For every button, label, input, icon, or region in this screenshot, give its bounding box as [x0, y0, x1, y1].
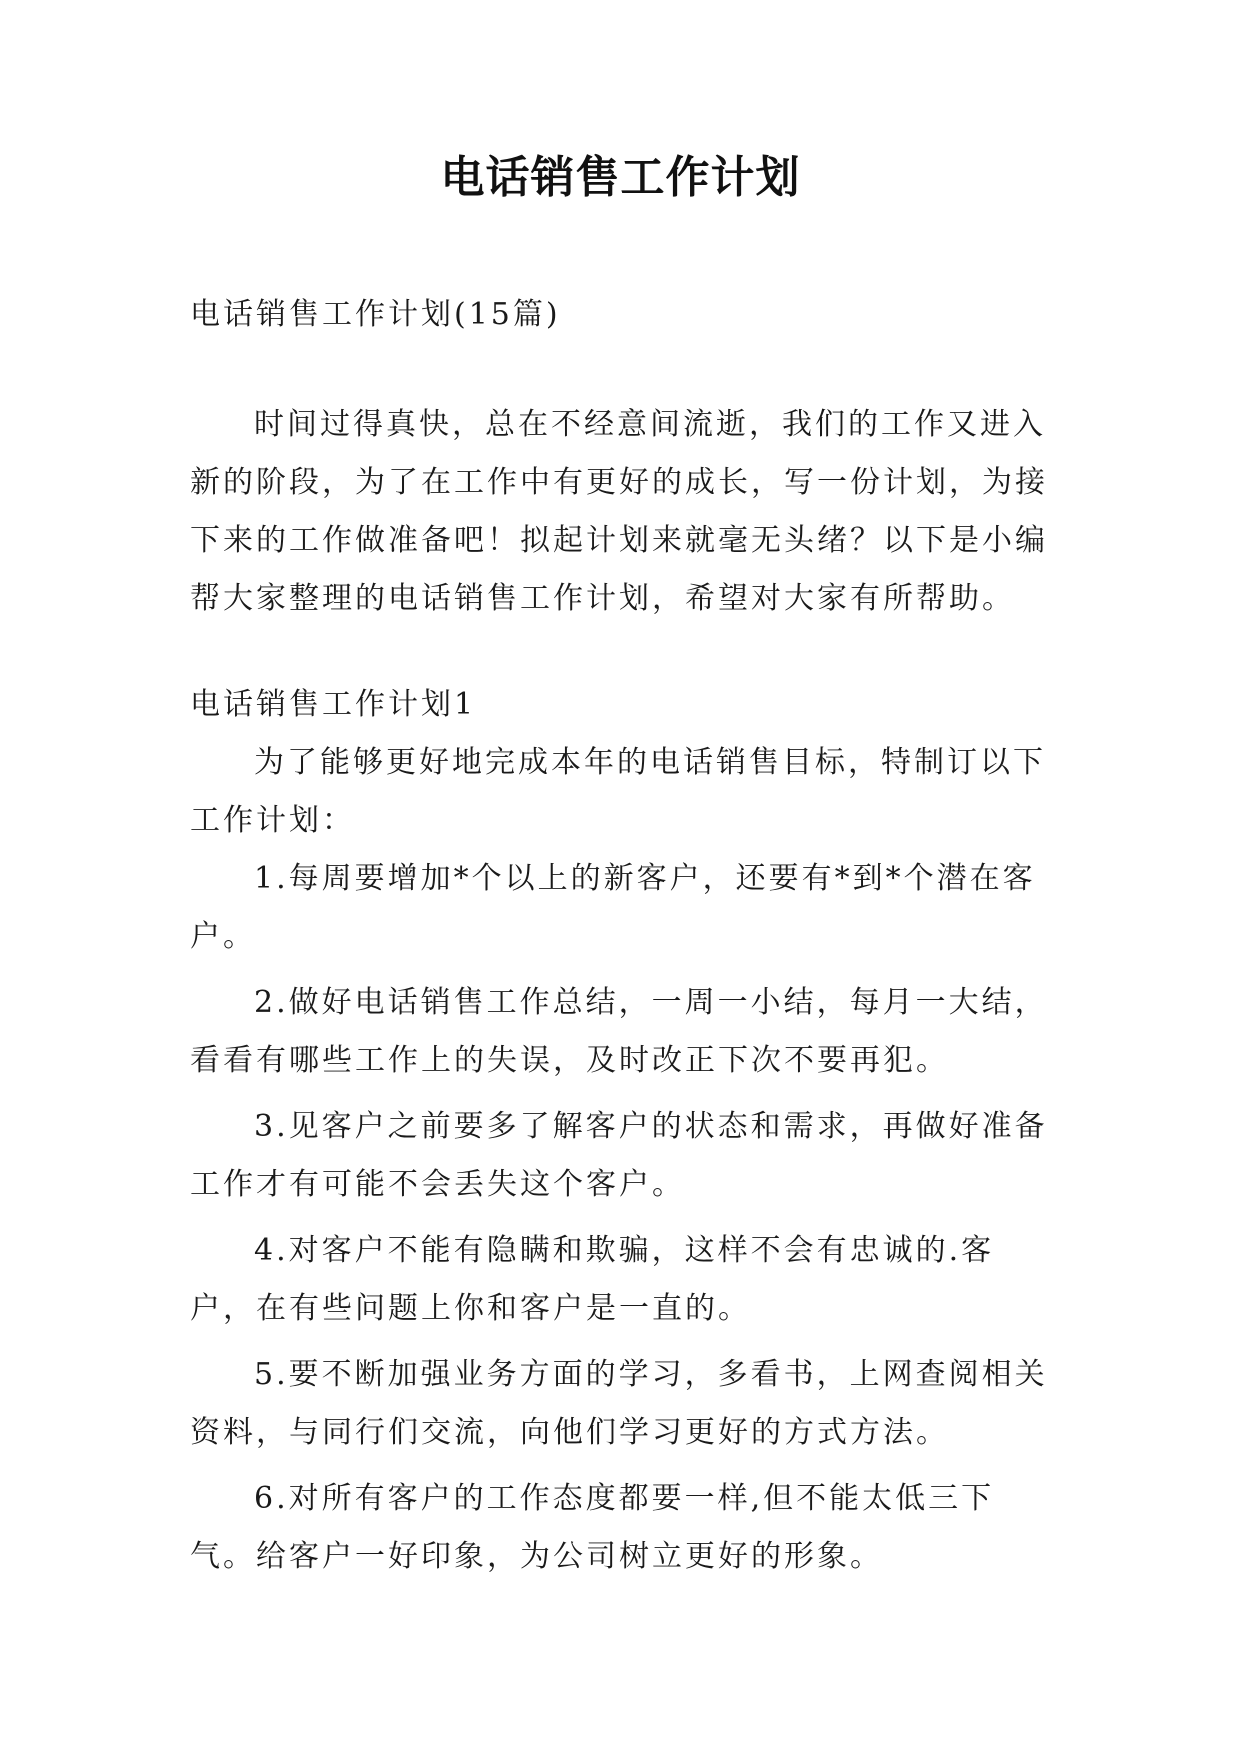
document-subtitle: 电话销售工作计划(15篇)	[190, 297, 561, 332]
spacer	[190, 1214, 1060, 1222]
plan-item-6: 6.对所有客户的工作态度都要一样,但不能太低三下气。给客户一好印象，为公司树立更好的形象。	[190, 1481, 995, 1574]
document-title: 电话销售工作计划	[440, 152, 801, 203]
spacer	[190, 628, 1060, 676]
plan-item-2: 2.做好电话销售工作总结，一周一小结，每月一大结，看看有哪些工作上的失误，及时改正下次不要再犯。	[190, 985, 1048, 1078]
section-lead-paragraph: 为了能够更好地完成本年的电话销售目标，特制订以下工作计划：	[190, 745, 1046, 838]
spacer	[190, 1338, 1060, 1346]
intro-paragraph: 时间过得真快，总在不经意间流逝，我们的工作又进入新的阶段，为了在工作中有更好的成长，写一份计划，为接下来的工作做准备吧！拟起计划来就毫无头绪？以下是小编帮大家整理的电话销售工作计划，希望对大家有所帮助。	[190, 407, 1048, 616]
document-body	[190, 286, 1060, 1586]
section-heading: 电话销售工作计划1	[190, 687, 477, 722]
plan-item-5: 5.要不断加强业务方面的学习，多看书，上网查阅相关资料，与同行们交流，向他们学习更好的方式方法。	[190, 1357, 1048, 1450]
plan-item-3: 3.见客户之前要多了解客户的状态和需求，再做好准备工作才有可能不会丢失这个客户。	[190, 1109, 1048, 1202]
spacer	[190, 1090, 1060, 1098]
plan-item-1: 1.每周要增加*个以上的新客户，还要有*到*个潜在客户。	[190, 861, 1036, 954]
spacer	[190, 1462, 1060, 1470]
spacer	[190, 966, 1060, 974]
plan-item-4: 4.对客户不能有隐瞒和欺骗，这样不会有忠诚的.客户，在有些问题上你和客户是一直的。	[190, 1233, 995, 1326]
spacer	[190, 344, 1060, 396]
